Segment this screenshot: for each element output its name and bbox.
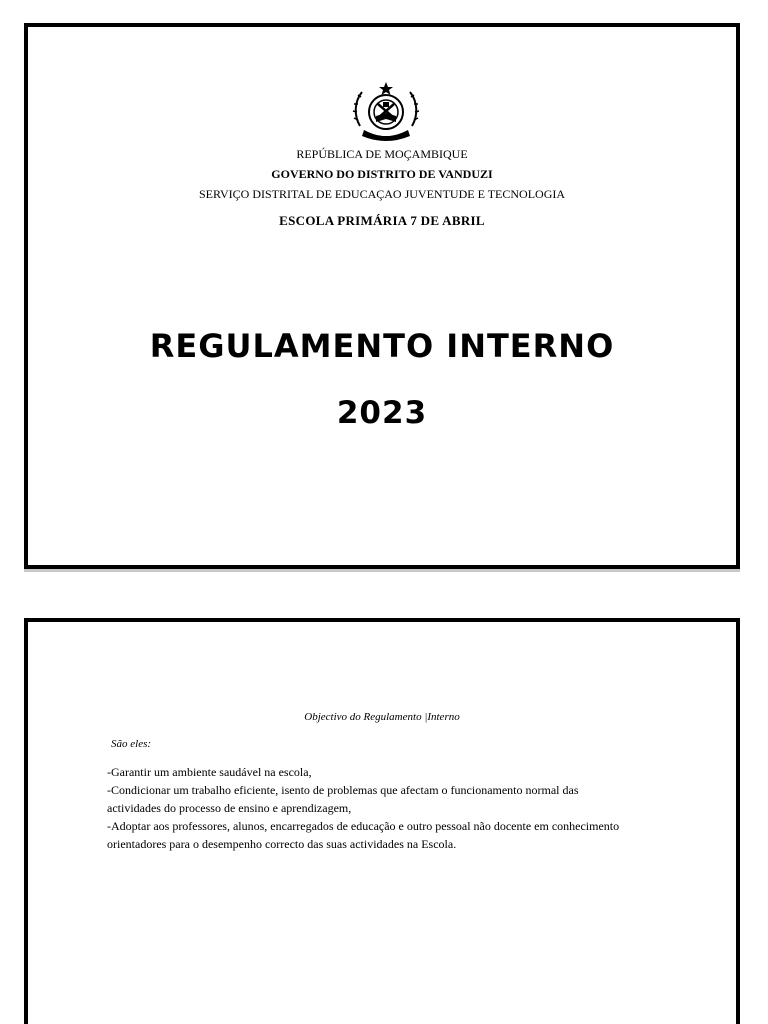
objective-line: -Garantir um ambiente saudável na escola,	[107, 765, 312, 779]
objective-line: orientadores para o desempenho correcto das suas actividades na Escola.	[107, 837, 457, 851]
header-government: GOVERNO DO DISTRITO DE VANDUZI	[271, 167, 493, 181]
header-school: ESCOLA PRIMÁRIA 7 DE ABRIL	[279, 213, 485, 228]
objective-line: -Adoptar aos professores, alunos, encarregados de educação e outro pessoal não docente em conhecimento	[107, 819, 620, 833]
document-title: REGULAMENTO INTERNO	[149, 327, 615, 365]
document-year: 2023	[336, 395, 428, 431]
header-republic: REPÚBLICA DE MOÇAMBIQUE	[296, 147, 468, 161]
objective-line: -Condicionar um trabalho eficiente, isento de problemas que afectam o funcionamento normal das	[107, 783, 579, 797]
intro-text: São eles:	[111, 738, 152, 750]
objective-heading: Objectivo do Regulamento |Interno	[304, 711, 460, 723]
objective-line: actividades do processo de ensino e aprendizagem,	[107, 801, 352, 815]
header-service: SERVIÇO DISTRITAL DE EDUCAÇAO JUVENTUDE E TECNOLOGIA	[198, 187, 566, 201]
cover-page	[24, 23, 740, 569]
mozambique-coat-of-arms-icon	[352, 80, 420, 146]
second-page	[24, 618, 740, 1024]
objectives-list	[107, 763, 707, 853]
